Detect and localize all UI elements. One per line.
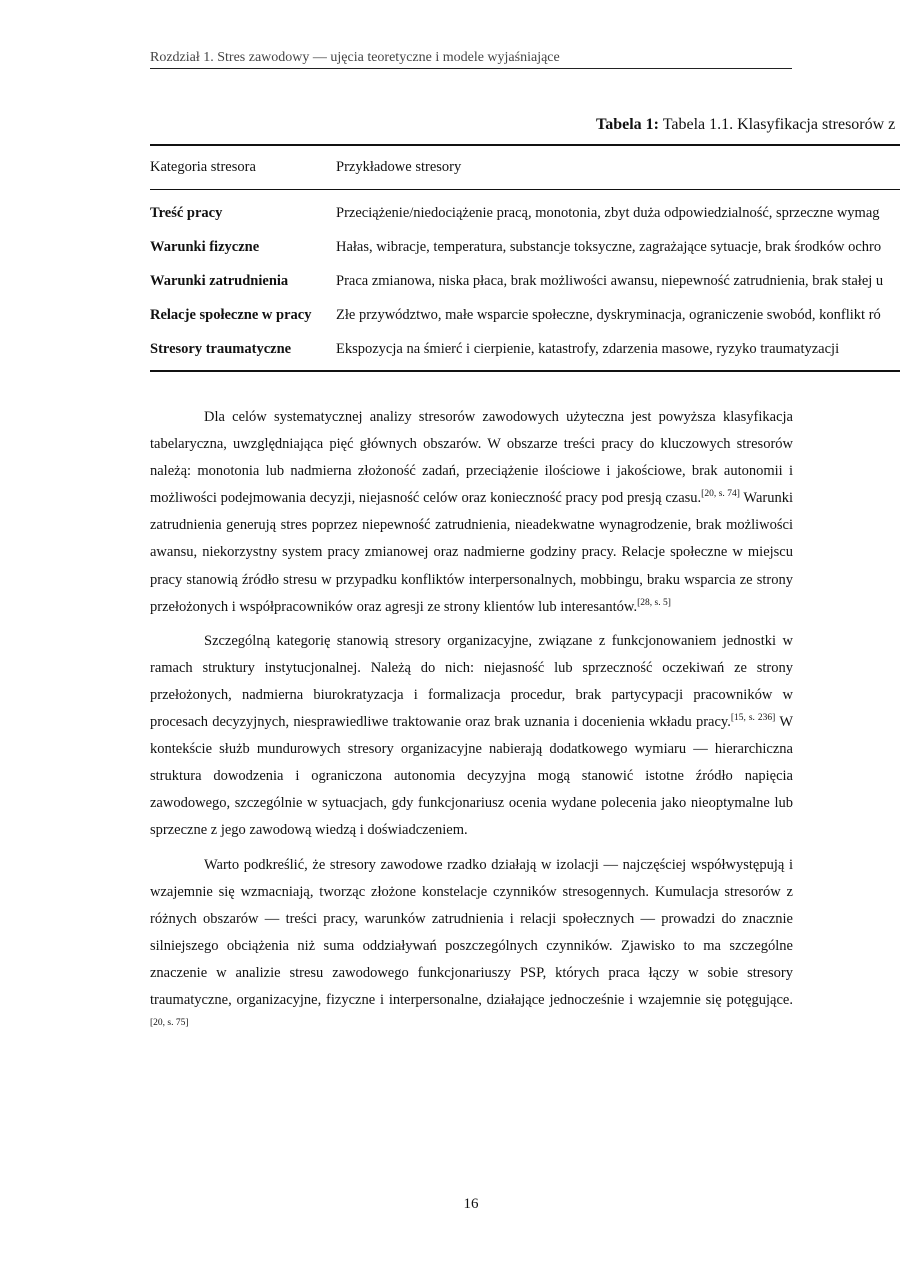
row-examples: Ekspozycja na śmierć i cierpienie, katastrofy, zdarzenia masowe, ryzyko traumatyzacji	[336, 340, 840, 357]
body-text	[150, 404, 793, 1048]
page-number: 16	[463, 1196, 479, 1212]
paragraph-text: Dla celów systematycznej analizy stresorów zawodowych użyteczna jest powyższa klasyfikacja tabelaryczna, uwzględniająca pięć głównych obszarów. W obszarze treści pracy do kluczowych stresorów należą: monotonia lub nadmierna złożoność zadań, przeciążenie ilościowe i jakościowe, brak autonomii i możliwości podejmowania decyzji, niejasność celów oraz konieczność pracy pod presją czasu.	[150, 409, 793, 507]
table-section	[150, 114, 900, 372]
column-header-category: Kategoria stresora	[150, 159, 256, 175]
column-header-examples: Przykładowe stresory	[336, 159, 462, 175]
paragraph-text: Warunki zatrudnienia generują stres poprzez niepewność zatrudnienia, nieadekwatne wynagrodzenie, brak możliwości awansu, niekorzystny system pracy zmianowej oraz nadmierne godziny pracy. Relacje społeczne w miejscu pracy stanowią źródło stresu w przypadku konfliktów interpersonalnych, mobbingu, braku wsparcia ze strony przełożonych i współpracowników oraz agresji ze strony klientów lub interesantów.	[150, 490, 793, 615]
row-examples: Praca zmianowa, niska płaca, brak możliwości awansu, niepewność zatrudnienia, brak stałej u	[336, 272, 884, 289]
citation: [20, s. 74]	[701, 489, 740, 500]
table-caption-label: Tabela 1:	[596, 116, 659, 133]
paragraph-text: Szczególną kategorię stanowią stresory organizacyjne, związane z funkcjonowaniem jednostki w ramach struktury instytucjonalnej. Należą do nich: niejasność lub sprzeczność oczekiwań ze strony przełożonych, nadmierna biurokratyzacja i formalizacja procedur, brak partycypacji pracowników w procesach decyzyjnych, niesprawiedliwe traktowanie oraz brak uznania i docenienia wkładu pracy.	[150, 632, 793, 731]
citation: [28, s. 5]	[637, 597, 671, 608]
table-row	[150, 298, 900, 332]
paragraph-text: Warto podkreślić, że stresory zawodowe rzadko działają w izolacji — najczęściej współwystępują i wzajemnie się wzmacniają, tworząc złożone konstelacje czynników stresogennych. Kumulacja stresorów z różnych obszarów — treści pracy, warunków zatrudnienia i relacji społecznych — prowadzi do znacznie silniejszego obciążenia niż suma oddziaływań poszczególnych czynników. Zjawisko to ma szczególne znaczenie w analizie stresu zawodowego funkcjonariuszy PSP, których praca łączy w sobie stresory traumatyczne, organizacyjne, fizyczne i interpersonalne, działające jednocześnie i wzajemnie się potęgujące.	[150, 856, 793, 1008]
table-row	[150, 230, 900, 264]
row-examples: Złe przywództwo, małe wsparcie społeczne, dyskryminacja, ograniczenie swobód, konflikt ró	[336, 306, 881, 323]
row-category: Treść pracy	[150, 204, 223, 221]
paragraph-1	[150, 404, 793, 621]
row-category: Relacje społeczne w pracy	[150, 306, 312, 323]
running-header: Rozdział 1. Stres zawodowy — ujęcia teoretyczne i modele wyjaśniające	[150, 50, 792, 69]
row-examples: Hałas, wibracje, temperatura, substancje toksyczne, zagrażające sytuacje, brak środków ochro	[336, 238, 882, 255]
paragraph-3	[150, 852, 793, 1042]
row-examples: Przeciążenie/niedociążenie pracą, monotonia, zbyt duża odpowiedzialność, sprzeczne wymag	[336, 204, 880, 221]
row-category: Warunki zatrudnienia	[150, 272, 289, 289]
table-row	[150, 264, 900, 298]
table-header-row	[150, 145, 900, 190]
row-category: Stresory traumatyczne	[150, 340, 292, 357]
table-caption	[150, 114, 900, 136]
table-row	[150, 190, 900, 231]
table-row	[150, 332, 900, 371]
stressor-table	[150, 144, 900, 372]
paragraph-2	[150, 628, 793, 845]
citation: [20, s. 75]	[150, 1018, 189, 1029]
paragraph-text: W kontekście służb mundurowych stresory organizacyjne nabierają dodatkowego wymiaru — hierarchiczna struktura dowodzenia i ograniczona autonomia decyzyjna mogą stanowić istotne źródło napięcia zawodowego, szczególnie w sytuacjach, gdy funkcjonariusz ocenia wydane polecenia jako nieoptymalne lub sprzeczne z jego zawodową wiedzą i doświadczeniem.	[150, 714, 793, 839]
table-caption-text: Tabela 1.1. Klasyfikacja stresorów z	[662, 116, 896, 133]
citation: [15, s. 236]	[730, 713, 776, 724]
row-category: Warunki fizyczne	[150, 238, 260, 255]
